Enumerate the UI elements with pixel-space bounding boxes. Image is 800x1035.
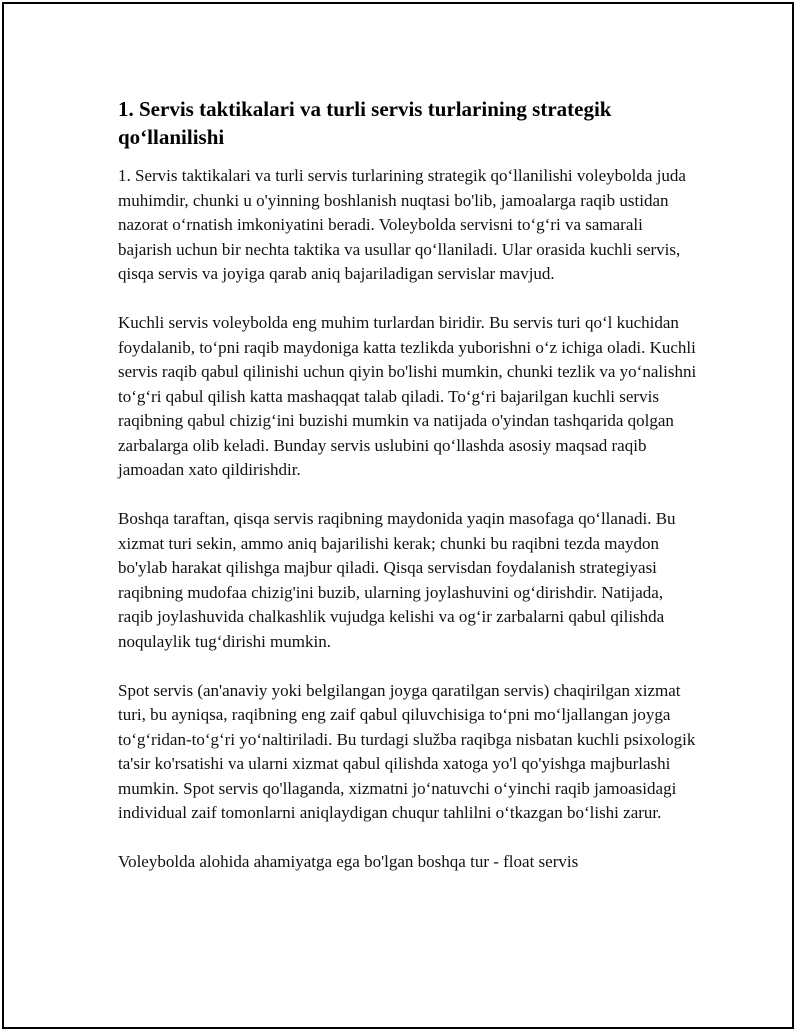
paragraph-intro: 1. Servis taktikalari va turli servis turlarining strategik qo‘llanilishi voleybolda juda muhimdir, chunki u o'yinning boshlanish nuqtasi bo'lib, jamoalarga raqib ustidan nazorat o‘rnatish imkoniyatini beradi. Voleybolda servisni to‘g‘ri va samarali bajarish uchun bir nechta taktika va usullar qo‘llaniladi. Ular orasida kuchli servis, qisqa servis va joyiga qarab aniq bajariladigan servislar mavjud.: [118, 166, 686, 283]
section-heading: 1. Servis taktikalari va turli servis turlarining strategik qo‘llanilishi: [118, 97, 612, 149]
paragraph-spot-serve: Spot servis (an'anaviy yoki belgilangan joyga qaratilgan servis) chaqirilgan xizmat turi, bu ayniqsa, raqibning eng zaif qabul qiluvchisiga to‘pni mo‘ljallangan joyga to‘g‘ridan-to‘g‘ri yo‘naltiriladi. Bu turdagi služba raqibga nisbatan kuchli psixologik ta'sir ko'rsatishi va ularni xizmat qabul qilishda xatoga yo'l qo'yishga majburlashi mumkin. Spot servis qo'llaganda, xizmatni jo‘natuvchi o‘yinchi raqib jamoasidagi individual zaif tomonlarni aniqlaydigan chuqur tahlilni o‘tkazgan bo‘lishi zarur.: [118, 680, 696, 822]
paragraph-float-serve: Voleybolda alohida ahamiyatga ega bo'lgan boshqa tur - float servis: [118, 852, 579, 871]
paragraph-short-serve: Boshqa taraftan, qisqa servis raqibning maydonida yaqin masofaga qo‘llanadi. Bu xizmat turi sekin, ammo aniq bajarilishi kerak; chunki bu raqibni tezda maydon bo'ylab harakat qilishga majbur qiladi. Qisqa servisdan foydalanish strategiyasi raqibning mudofaa chizig'ini buzib, ularning joylashuvini og‘dirishdir. Natijada, raqib joylashuvida chalkashlik vujudga kelishi va og‘ir zarbalarni qabul qilishda noqulaylik tug‘dirishi mumkin.: [118, 509, 676, 651]
paragraph-strong-serve: Kuchli servis voleybolda eng muhim turlardan biridir. Bu servis turi qo‘l kuchidan foydalanib, to‘pni raqib maydoniga katta tezlikda yuborishni o‘z ichiga oladi. Kuchli servis raqib qabul qilinishi uchun qiyin bo'lishi mumkin, chunki tezlik va yo‘nalishni to‘g‘ri qabul qilish katta mashaqqat talab qiladi. To‘g‘ri bajarilgan kuchli servis raqibning qabul chizig‘ini buzishi mumkin va natijada o'yindan tashqarida qolgan zarbalarga olib keladi. Bunday servis uslubini qo‘llashda asosiy maqsad raqib jamoadan xato qildirishdir.: [118, 313, 697, 479]
document-body: [118, 95, 698, 899]
